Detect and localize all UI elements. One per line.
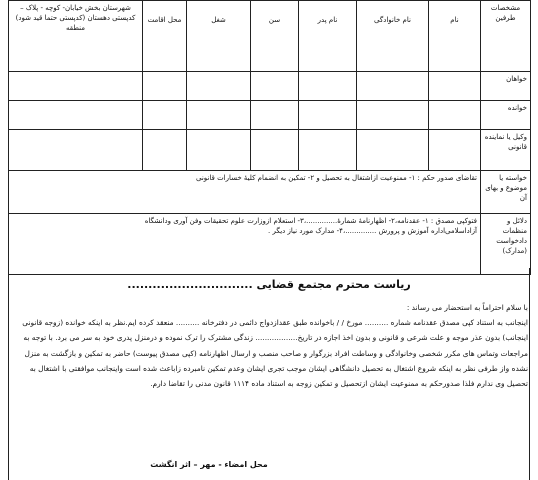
defendant-family-cell[interactable]: [357, 101, 429, 130]
lawyer-job-cell[interactable]: [187, 130, 251, 171]
plaintiff-father-cell[interactable]: [299, 72, 357, 101]
defendant-age-cell[interactable]: [251, 101, 299, 130]
header-job: شغل: [187, 1, 251, 72]
header-age: سن: [251, 1, 299, 72]
header-father-name: نام پدر: [299, 1, 357, 72]
plaintiff-job-cell[interactable]: [187, 72, 251, 101]
plaintiff-row: [9, 72, 531, 101]
petition-body: [10, 300, 528, 391]
evidence-cell: [9, 214, 481, 275]
plaintiff-age-cell[interactable]: [251, 72, 299, 101]
greeting-line: با سلام احتراماً به استحضار می رساند :: [406, 303, 528, 312]
defendant-name-cell[interactable]: [429, 101, 481, 130]
header-address: شهرستان بخش خیابان- کوچه - پلاک – کدپستی دهستان (کدپستی حتما قید شود) منطقه: [9, 1, 143, 72]
plaintiff-name-cell[interactable]: [429, 72, 481, 101]
lawyer-family-cell[interactable]: [357, 130, 429, 171]
lawyer-age-cell[interactable]: [251, 130, 299, 171]
defendant-label: خوانده: [481, 101, 531, 130]
header-parties: مشخصات طرفین: [481, 1, 531, 72]
claim-text: تقاضای صدور حکم : ۱- ممنوعیت ازاشتغال به تحصیل و ۲- تمکین به انضمام کلیهٔ خسارات قانونی: [9, 171, 481, 214]
plaintiff-family-cell[interactable]: [357, 72, 429, 101]
lawyer-residence-cell[interactable]: [143, 130, 187, 171]
header-row: [9, 1, 531, 72]
lawyer-address-cell[interactable]: [9, 130, 143, 171]
claim-label: خواسته یا موضوع و بهای آن: [481, 171, 531, 214]
evidence-row: [9, 214, 531, 275]
header-name: نام: [429, 1, 481, 72]
plaintiff-label: خواهان: [481, 72, 531, 101]
evidence-line-1: فتوکپی مصدق : ۱- عقدنامه،۲- اظهارنامهٔ شمارهٔ..............،۳- استعلام ازوزارت علوم تحقیقات وفن آوری ودانشگاه: [144, 217, 477, 225]
defendant-residence-cell[interactable]: [143, 101, 187, 130]
defendant-row: [9, 101, 531, 130]
evidence-label: دلائل و منظمات دادخواست (مدارک): [481, 214, 531, 275]
lawyer-label: وکیل یا نماینده قانونی: [481, 130, 531, 171]
claim-row: [9, 171, 531, 214]
parties-table: [8, 0, 531, 275]
petition-paragraph: اینجانب به استناد کپی مصدق عقدنامه شماره .......... مورخ / / باخوانده طبق عقدازدواج دائمی در دفترخانه .......... منعقد کرده ایم.نظر به اینکه خوانده (زوجه قانونی اینجانب) بدون عذر موجه و علت شرعی و قانونی و بدون اخذ اجازه در تاریخ.................. زندگی مشترک را ترک نموده و درمنزل پدری خود به سر می برد. با توجه به مراجعات وتماس های مکرر شخصی وخانوادگی و وساطت افراد بزرگوار و صاحب منصب و ارسال اظهارنامه (کپی مصدق پیوست) حاضر به تمکین و بازگشت به منزل نشده واز طرفی نظر به اینکه شروع اشتغال به تحصیل دانشگاهی ایشان موجب تجری ایشان وعدم تمکین نامبرده زاباعث شده است واینجانب موافقتی با اشتغال به تحصیل وی ندارم فلذا صدورحکم به ممنوعیت ایشان ازتحصیل و تمکین زوجه به استناد ماده ۱۱۱۴ قانون مدنی را تقاضا دارم.: [22, 318, 528, 389]
lawyer-father-cell[interactable]: [299, 130, 357, 171]
header-residence: محل اقامت: [143, 1, 187, 72]
plaintiff-address-cell[interactable]: [9, 72, 143, 101]
lawyer-row: [9, 130, 531, 171]
defendant-job-cell[interactable]: [187, 101, 251, 130]
lawyer-name-cell[interactable]: [429, 130, 481, 171]
defendant-father-cell[interactable]: [299, 101, 357, 130]
defendant-address-cell[interactable]: [9, 101, 143, 130]
header-family-name: نام خانوادگی: [357, 1, 429, 72]
court-title: ریاست محترم مجتمع قضایی ..............................: [127, 278, 411, 291]
plaintiff-residence-cell[interactable]: [143, 72, 187, 101]
evidence-line-2: آزاداسلامی‌اداره آموزش و پرورش ..............،۴- مدارک مورد نیاز دیگر .: [268, 227, 477, 235]
signature-line: محل امضاء - مهر – اثر انگشت: [150, 460, 268, 469]
